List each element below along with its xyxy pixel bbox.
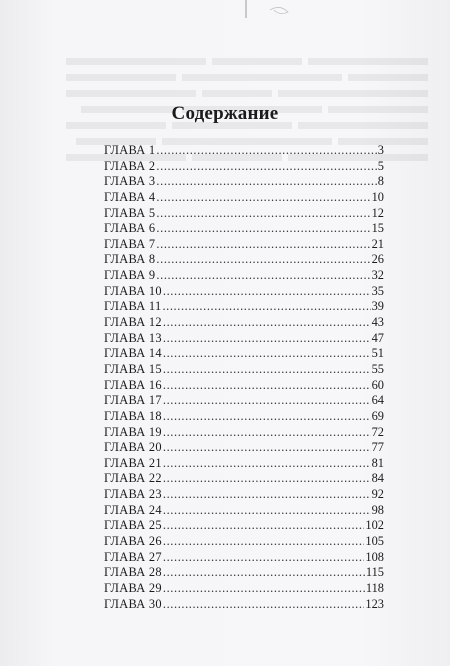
dot-leader [163, 378, 371, 394]
dot-leader [163, 487, 371, 503]
dot-leader [156, 237, 370, 253]
dot-leader [156, 174, 376, 190]
toc-entry-label: ГЛАВА 13 [104, 330, 162, 345]
toc-entry-page: 55 [371, 361, 384, 376]
dot-leader [163, 284, 371, 300]
toc-entry-page: 81 [371, 455, 384, 470]
ink-mark [240, 0, 300, 26]
toc-entry-page: 105 [365, 534, 384, 549]
toc-entry-label: ГЛАВА 23 [104, 487, 162, 502]
toc-entry-page: 115 [365, 565, 384, 580]
dot-leader [163, 425, 371, 441]
toc-entry-label: ГЛАВА 24 [104, 502, 162, 517]
dot-leader [156, 268, 370, 284]
toc-entry-label: ГЛАВА 29 [104, 580, 162, 595]
toc-entry [104, 440, 384, 456]
toc-entry [104, 237, 384, 253]
toc-entry [104, 331, 384, 347]
dot-leader [163, 440, 371, 456]
toc-entry-page: 51 [371, 346, 384, 361]
toc-entry-label: ГЛАВА 11 [104, 299, 162, 314]
toc-entry-label: ГЛАВА 19 [104, 424, 162, 439]
toc-entry-label: ГЛАВА 12 [104, 315, 162, 330]
toc-entry [104, 206, 384, 222]
toc-entry-page: 43 [371, 315, 384, 330]
dot-leader [163, 597, 365, 613]
toc-entry-label: ГЛАВА 16 [104, 377, 162, 392]
dot-leader [163, 550, 365, 566]
toc-entry-label: ГЛАВА 26 [104, 534, 162, 549]
dot-leader [163, 565, 365, 581]
toc-entry [104, 518, 384, 534]
dot-leader [163, 456, 371, 472]
dot-leader [156, 206, 370, 222]
dot-leader [163, 393, 371, 409]
toc-entry-page: 47 [371, 330, 384, 345]
toc-entry-page: 15 [371, 221, 384, 236]
table-of-contents [104, 143, 384, 612]
toc-entry [104, 581, 384, 597]
toc-entry-label: ГЛАВА 15 [104, 361, 162, 376]
toc-entry-page: 60 [371, 377, 384, 392]
toc-entry [104, 550, 384, 566]
dot-leader [156, 143, 376, 159]
toc-entry-label: ГЛАВА 6 [104, 221, 156, 236]
toc-entry [104, 252, 384, 268]
toc-entry [104, 221, 384, 237]
toc-entry-label: ГЛАВА 25 [104, 518, 162, 533]
toc-entry [104, 565, 384, 581]
toc-entry-label: ГЛАВА 9 [104, 268, 156, 283]
toc-entry-page: 26 [371, 252, 384, 267]
toc-entry [104, 159, 384, 175]
toc-entry-page: 108 [365, 549, 384, 564]
toc-entry-label: ГЛАВА 22 [104, 471, 162, 486]
toc-entry-page: 8 [377, 174, 384, 189]
dot-leader [163, 346, 371, 362]
dot-leader [163, 518, 365, 534]
toc-entry-page: 12 [371, 205, 384, 220]
toc-entry [104, 299, 384, 315]
toc-entry-label: ГЛАВА 4 [104, 189, 156, 204]
toc-entry [104, 456, 384, 472]
toc-entry-label: ГЛАВА 20 [104, 440, 162, 455]
dot-leader [163, 503, 371, 519]
dot-leader [156, 252, 370, 268]
toc-entry-label: ГЛАВА 3 [104, 174, 156, 189]
toc-entry-label: ГЛАВА 2 [104, 158, 156, 173]
toc-entry-page: 123 [365, 596, 384, 611]
toc-entry-page: 98 [371, 502, 384, 517]
toc-entry-label: ГЛАВА 8 [104, 252, 156, 267]
toc-entry-label: ГЛАВА 30 [104, 596, 162, 611]
toc-entry [104, 487, 384, 503]
dot-leader [163, 409, 371, 425]
toc-entry [104, 597, 384, 613]
dot-leader [162, 299, 370, 315]
toc-entry [104, 534, 384, 550]
dot-leader [163, 362, 371, 378]
dot-leader [163, 471, 371, 487]
toc-entry-page: 64 [371, 393, 384, 408]
dot-leader [156, 190, 370, 206]
toc-entry [104, 503, 384, 519]
dot-leader [163, 534, 365, 550]
toc-entry-page: 77 [371, 440, 384, 455]
toc-entry [104, 284, 384, 300]
toc-entry-label: ГЛАВА 7 [104, 236, 156, 251]
toc-entry [104, 425, 384, 441]
dot-leader [163, 581, 365, 597]
toc-entry [104, 409, 384, 425]
toc-entry-label: ГЛАВА 1 [104, 143, 156, 157]
dot-leader [156, 159, 376, 175]
toc-entry-page: 69 [371, 408, 384, 423]
toc-entry-label: ГЛАВА 5 [104, 205, 156, 220]
toc-entry-page: 32 [371, 268, 384, 283]
toc-entry [104, 362, 384, 378]
dot-leader [163, 331, 371, 347]
toc-entry-label: ГЛАВА 10 [104, 283, 162, 298]
toc-entry [104, 174, 384, 190]
toc-entry-page: 118 [365, 580, 384, 595]
toc-entry-page: 35 [371, 283, 384, 298]
toc-entry [104, 190, 384, 206]
toc-entry-label: ГЛАВА 28 [104, 565, 162, 580]
toc-entry [104, 393, 384, 409]
toc-entry [104, 378, 384, 394]
dot-leader [163, 315, 371, 331]
toc-entry-label: ГЛАВА 21 [104, 455, 162, 470]
toc-entry-label: ГЛАВА 18 [104, 408, 162, 423]
dot-leader [156, 221, 370, 237]
toc-entry-page: 3 [377, 143, 384, 157]
toc-entry-label: ГЛАВА 17 [104, 393, 162, 408]
toc-entry-page: 5 [377, 158, 384, 173]
toc-entry [104, 143, 384, 159]
toc-entry [104, 346, 384, 362]
toc-entry [104, 471, 384, 487]
toc-entry [104, 315, 384, 331]
toc-entry-page: 102 [365, 518, 384, 533]
toc-entry [104, 268, 384, 284]
toc-entry-page: 72 [371, 424, 384, 439]
toc-entry-label: ГЛАВА 27 [104, 549, 162, 564]
toc-entry-page: 21 [371, 236, 384, 251]
toc-entry-page: 92 [371, 487, 384, 502]
toc-entry-page: 84 [371, 471, 384, 486]
toc-entry-page: 10 [371, 189, 384, 204]
page-title: Содержание [171, 103, 279, 124]
toc-entry-label: ГЛАВА 14 [104, 346, 162, 361]
toc-entry-page: 39 [371, 299, 384, 314]
